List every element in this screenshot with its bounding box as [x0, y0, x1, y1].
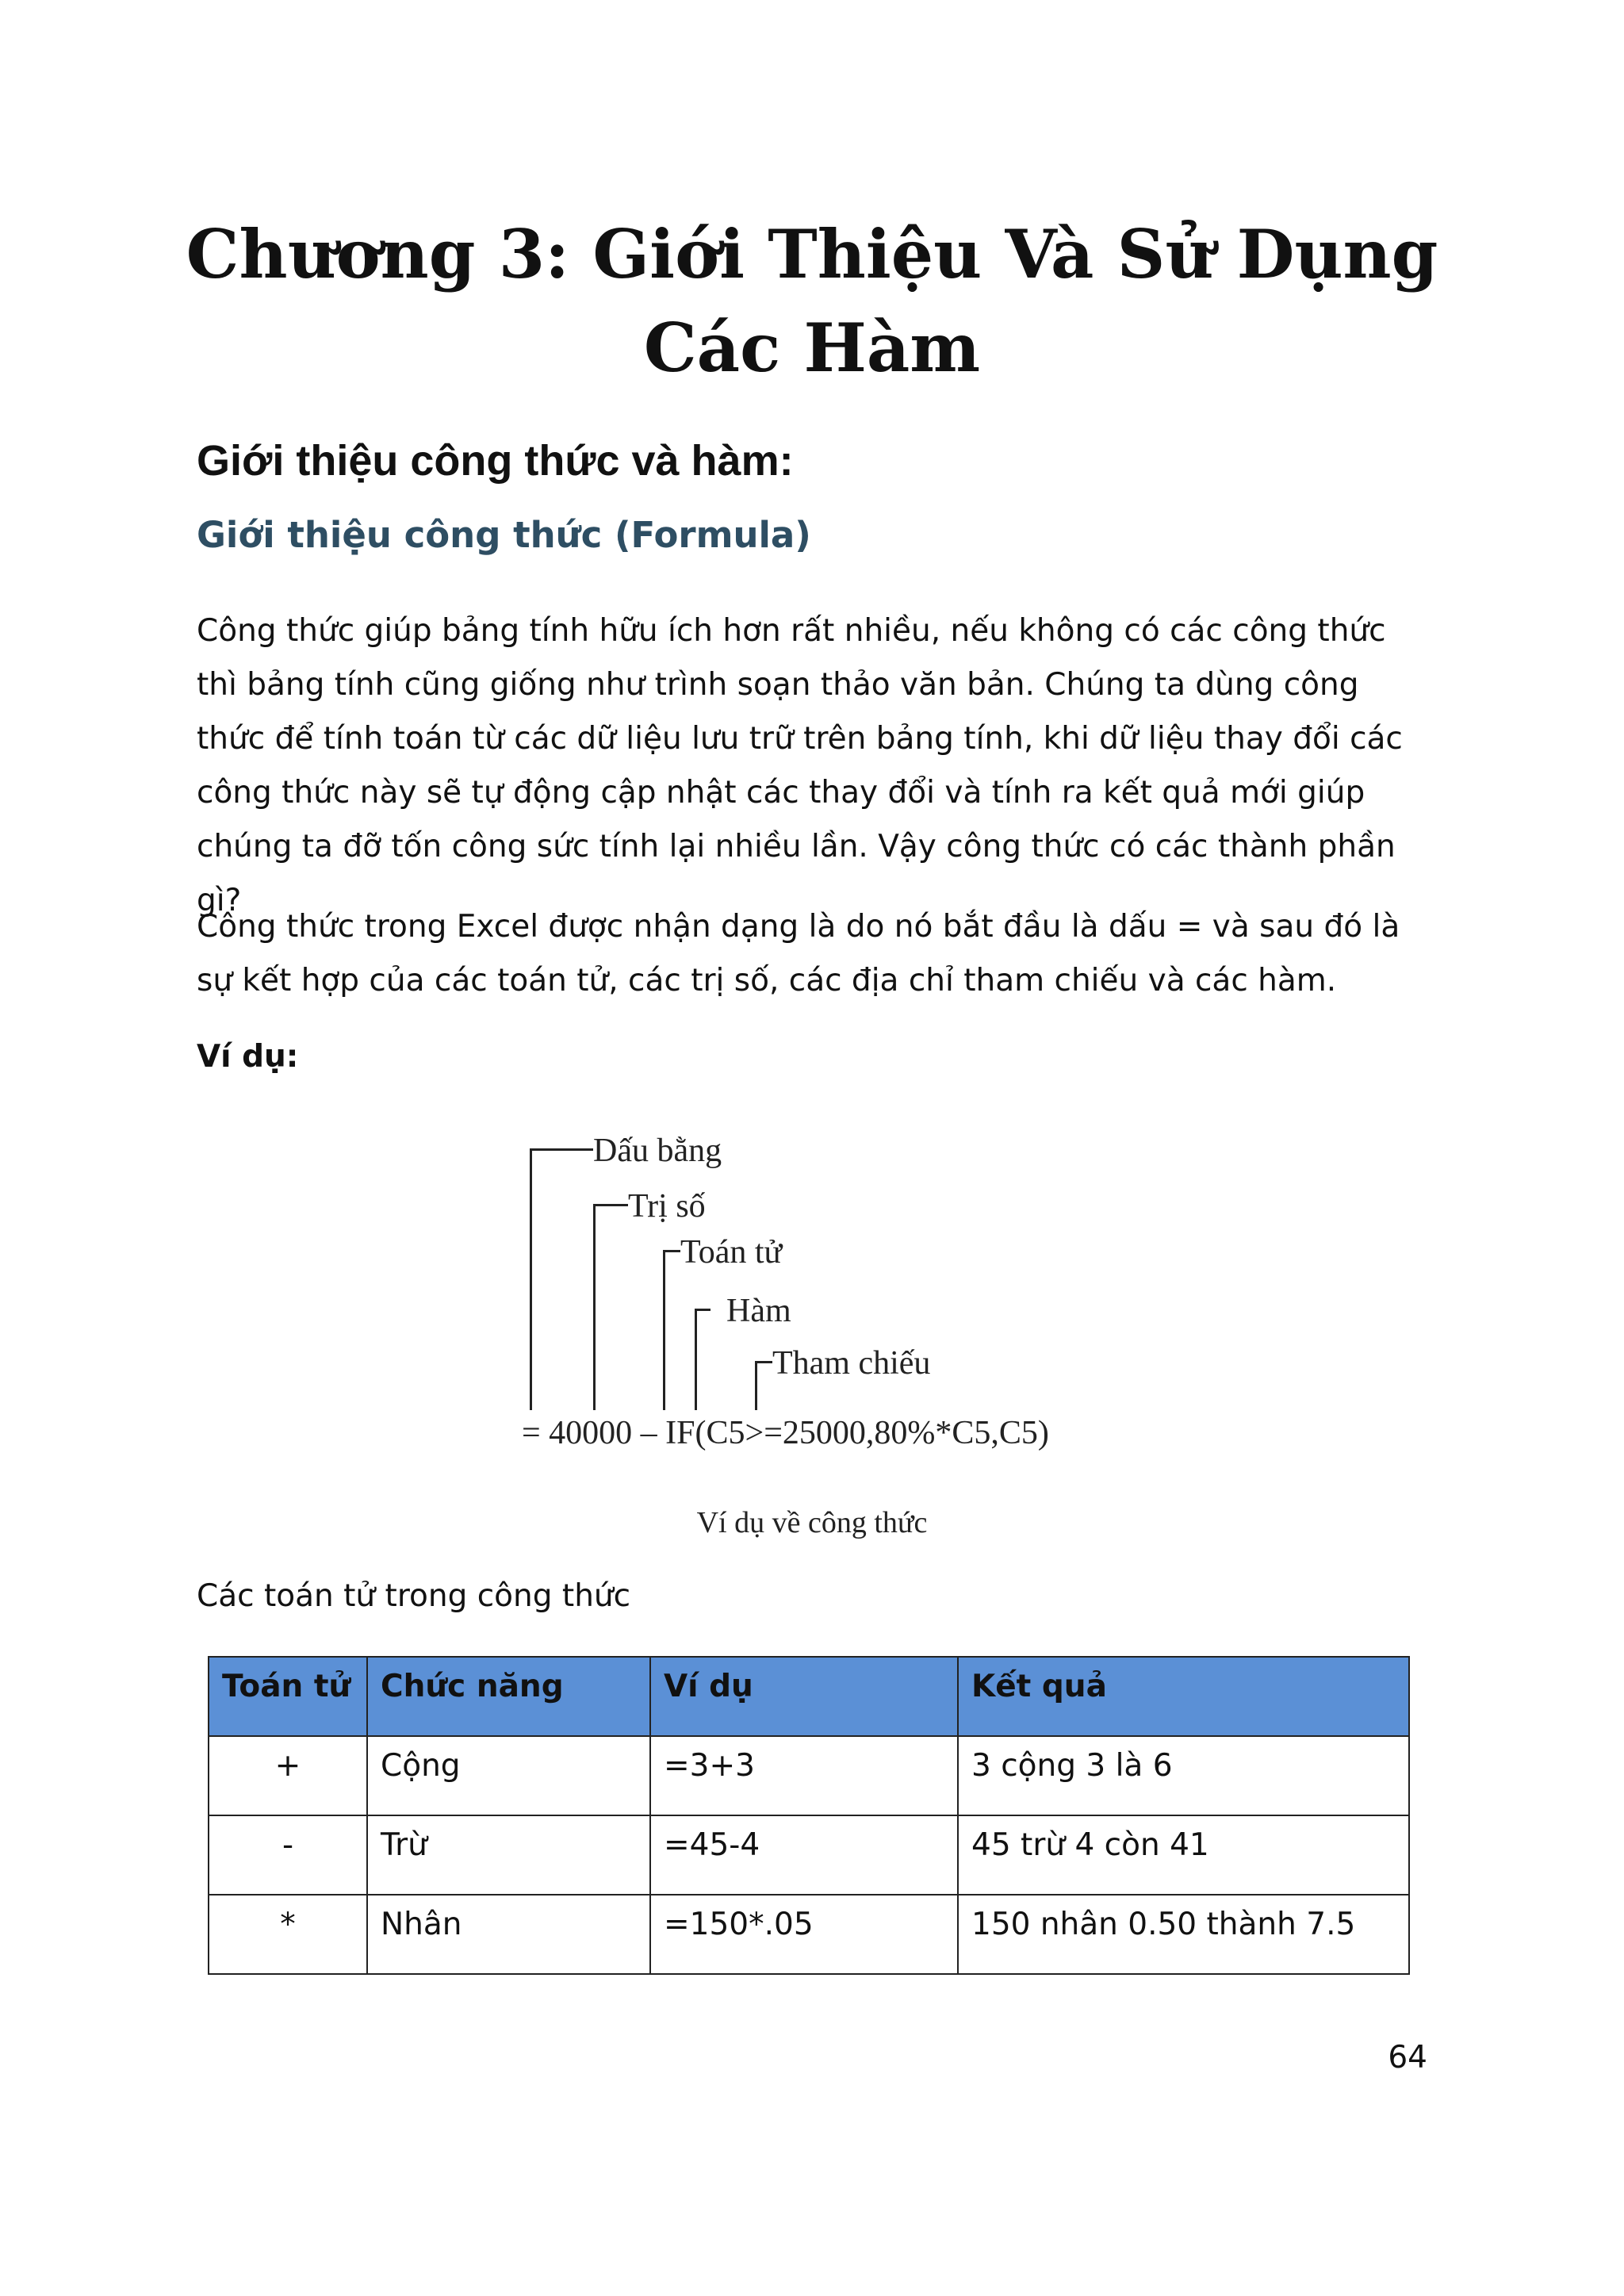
label-number: Trị số [628, 1188, 706, 1225]
leader-reference-horizontal [755, 1361, 772, 1363]
header-result: Kết quả [958, 1657, 1409, 1736]
operators-table [208, 1656, 1410, 1975]
table-row [209, 1736, 1409, 1815]
table-row [209, 1895, 1409, 1974]
diagram-caption: Ví dụ về công thức [696, 1506, 928, 1539]
example-label: Ví dụ: [197, 1039, 299, 1075]
leader-reference-vertical [755, 1361, 757, 1410]
cell-example: =3+3 [650, 1736, 958, 1815]
header-operator: Toán tử [209, 1657, 367, 1736]
label-equals-sign: Dấu bằng [593, 1133, 722, 1169]
leader-operator-vertical [663, 1250, 665, 1410]
cell-operator: - [209, 1815, 367, 1895]
paragraph-formula-intro: Công thức giúp bảng tính hữu ích hơn rất nhiều, nếu không có các công thức thì bảng tính cũng giống như trình soạn thảo văn bản. Chúng ta dùng công thức để tính toán từ các dữ liệu lưu trữ trên bảng tính, khi dữ liệu thay đổi các công thức này sẽ tự động cập nhật các thay đổi và tính ra kết quả mới giúp chúng ta đỡ tốn công sức tính lại nhiều lần. Vậy công thức có các thành phần gì? [197, 613, 1403, 918]
formula-text: = 40000 – IF(C5>=25000,80%*C5,C5) [522, 1415, 1049, 1451]
label-operator: Toán tử [680, 1234, 783, 1271]
cell-function: Trừ [367, 1815, 650, 1895]
table-row [209, 1815, 1409, 1895]
label-function: Hàm [726, 1293, 791, 1329]
table-intro: Các toán tử trong công thức [197, 1578, 631, 1614]
cell-example: =150*.05 [650, 1895, 958, 1974]
leader-number-horizontal [593, 1204, 628, 1206]
cell-example: =45-4 [650, 1815, 958, 1895]
leader-equals-vertical [530, 1148, 532, 1410]
leader-number-vertical [593, 1204, 596, 1410]
cell-result: 150 nhân 0.50 thành 7.5 [958, 1895, 1409, 1974]
page-number: 64 [1388, 2040, 1427, 2076]
leader-function-vertical [695, 1309, 697, 1410]
header-function: Chức năng [367, 1657, 650, 1736]
subsection-heading: Giới thiệu công thức (Formula) [197, 514, 811, 556]
paragraph-formula-recognition: Công thức trong Excel được nhận dạng là do nó bắt đầu là dấu = và sau đó là sự kết hợp của các toán tử, các trị số, các địa chỉ tham chiếu và các hàm. [197, 909, 1400, 999]
cell-result: 45 trừ 4 còn 41 [958, 1815, 1409, 1895]
leader-equals-horizontal [530, 1148, 593, 1151]
cell-function: Cộng [367, 1736, 650, 1815]
chapter-title: Chương 3: Giới Thiệu Và Sử Dụng Các Hàm [186, 215, 1438, 387]
cell-operator: + [209, 1736, 367, 1815]
cell-result: 3 cộng 3 là 6 [958, 1736, 1409, 1815]
header-example: Ví dụ [650, 1657, 958, 1736]
formula-diagram [508, 1118, 1142, 1467]
cell-function: Nhân [367, 1895, 650, 1974]
table-header-row [209, 1657, 1409, 1736]
section-heading: Giới thiệu công thức và hàm: [197, 437, 794, 485]
cell-operator: * [209, 1895, 367, 1974]
leader-function-horizontal [695, 1309, 710, 1311]
leader-operator-horizontal [663, 1250, 680, 1252]
label-reference: Tham chiếu [772, 1345, 931, 1382]
